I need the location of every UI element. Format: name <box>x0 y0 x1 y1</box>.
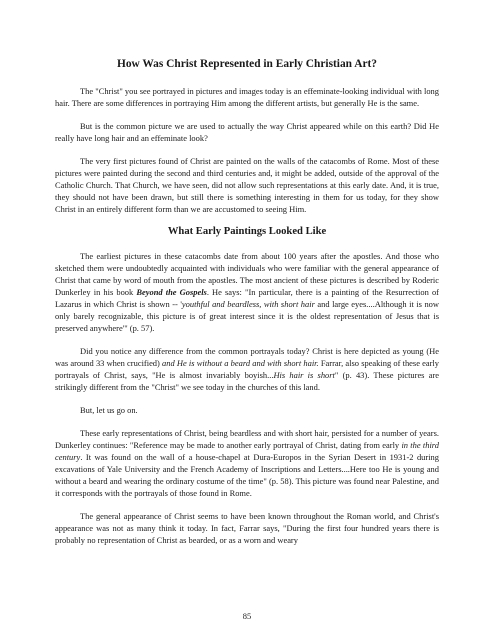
paragraph-1: The "Christ" you see portrayed in pictures and images today is an effeminate-looking individual with long hair. There are some differences in portraying Him among the different artists, but generally He is the same. <box>55 86 439 108</box>
emphasis-short-hair: His hair is short <box>273 370 335 380</box>
book-title: Beyond the Gospels <box>136 287 207 297</box>
paragraph-6: But, let us go on. <box>80 405 138 415</box>
emphasis-beard-hair: and He is without a beard and with short hair. <box>162 358 319 368</box>
paragraph-4-text-b: . He says: "In particular, there is a painting of the Resurrection of Lazarus in which Christ is shown -- ' <box>55 287 439 309</box>
paragraph-2: But is the common picture we are used to actually the way Christ appeared while on this earth? Did He really have long hair and an effeminate look? <box>55 121 439 143</box>
paragraph-5-text-c: " (p. 43). These pictures are strikingly different from the "Christ" we see today in the churches of this land. <box>55 370 439 392</box>
paragraph-7 <box>55 427 439 499</box>
paragraph-5-text-b: Farrar, also speaking of these early portrayals of Christ, says, "He is almost invariably boyish... <box>55 358 439 380</box>
quote-emphasis: youthful and beardless, with short hair <box>181 299 315 309</box>
section-heading: What Early Paintings Looked Like <box>167 226 327 237</box>
page-number: 85 <box>242 611 252 621</box>
paragraph-3: The very first pictures found of Christ are painted on the walls of the catacombs of Rome. Most of these pictures were painted during the second and third centuries and, it might be added, outside of the approval of the Catholic Church. That Church, we have seen, did not allow such representations at this early date. And, it is true, they should not have been drawn, but still there is something interesting in them for us today, for they show Christ in an entirely different form than we are accustomed to seeing Him. <box>55 156 439 214</box>
paragraph-8: The general appearance of Christ seems to have been known throughout the Roman world, and Christ's appearance was not as many think it today. In fact, Farrar says, "During the first four hundred years there is probably no representation of Christ as bearded, or as a worn and weary <box>55 511 439 545</box>
paragraph-7-text-a: These early representations of Christ, being beardless and with short hair, persisted for a number of years. Dunkerley continues: "Reference may be made to another early portrayal of Christ, dating from early <box>55 428 439 450</box>
paragraph-4-text-a: The earliest pictures in these catacombs date from about 100 years after the apostles. And those who sketched them were undoubtedly acquainted with individuals who were familiar with the general appearance of Christ that came by word of mouth from the apostles. The most ancient of these pictures is described by Roderic Dunkerley in his book <box>55 251 439 297</box>
emphasis-third-century: in the third century <box>55 440 439 462</box>
paragraph-7-text-b: . It was found on the wall of a house-chapel at Dura-Europos in the Syrian Desert in 1931-2 during excavations of Yale University and the French Academy of Inscriptions and Letters....Here too He is young and without a beard and wearing the ordinary costume of the time" (p. 58). This picture was found near Palestine, and it corresponds with the portrayals of those found in Rome. <box>55 452 439 498</box>
paragraph-4 <box>55 250 439 334</box>
page-title: How Was Christ Represented in Early Christian Art? <box>117 58 377 70</box>
paragraph-4-text-c: and large eyes....Although it is now only barely recognizable, this picture is of great interest since it is the oldest representation of Jesus that is preserved anywhere'" (p. 57). <box>55 299 439 333</box>
paragraph-5 <box>55 345 439 393</box>
paragraph-5-text-a: Did you notice any difference from the common portrayals today? Christ is here depicted as young (He was around 33 when crucified) <box>55 346 439 368</box>
